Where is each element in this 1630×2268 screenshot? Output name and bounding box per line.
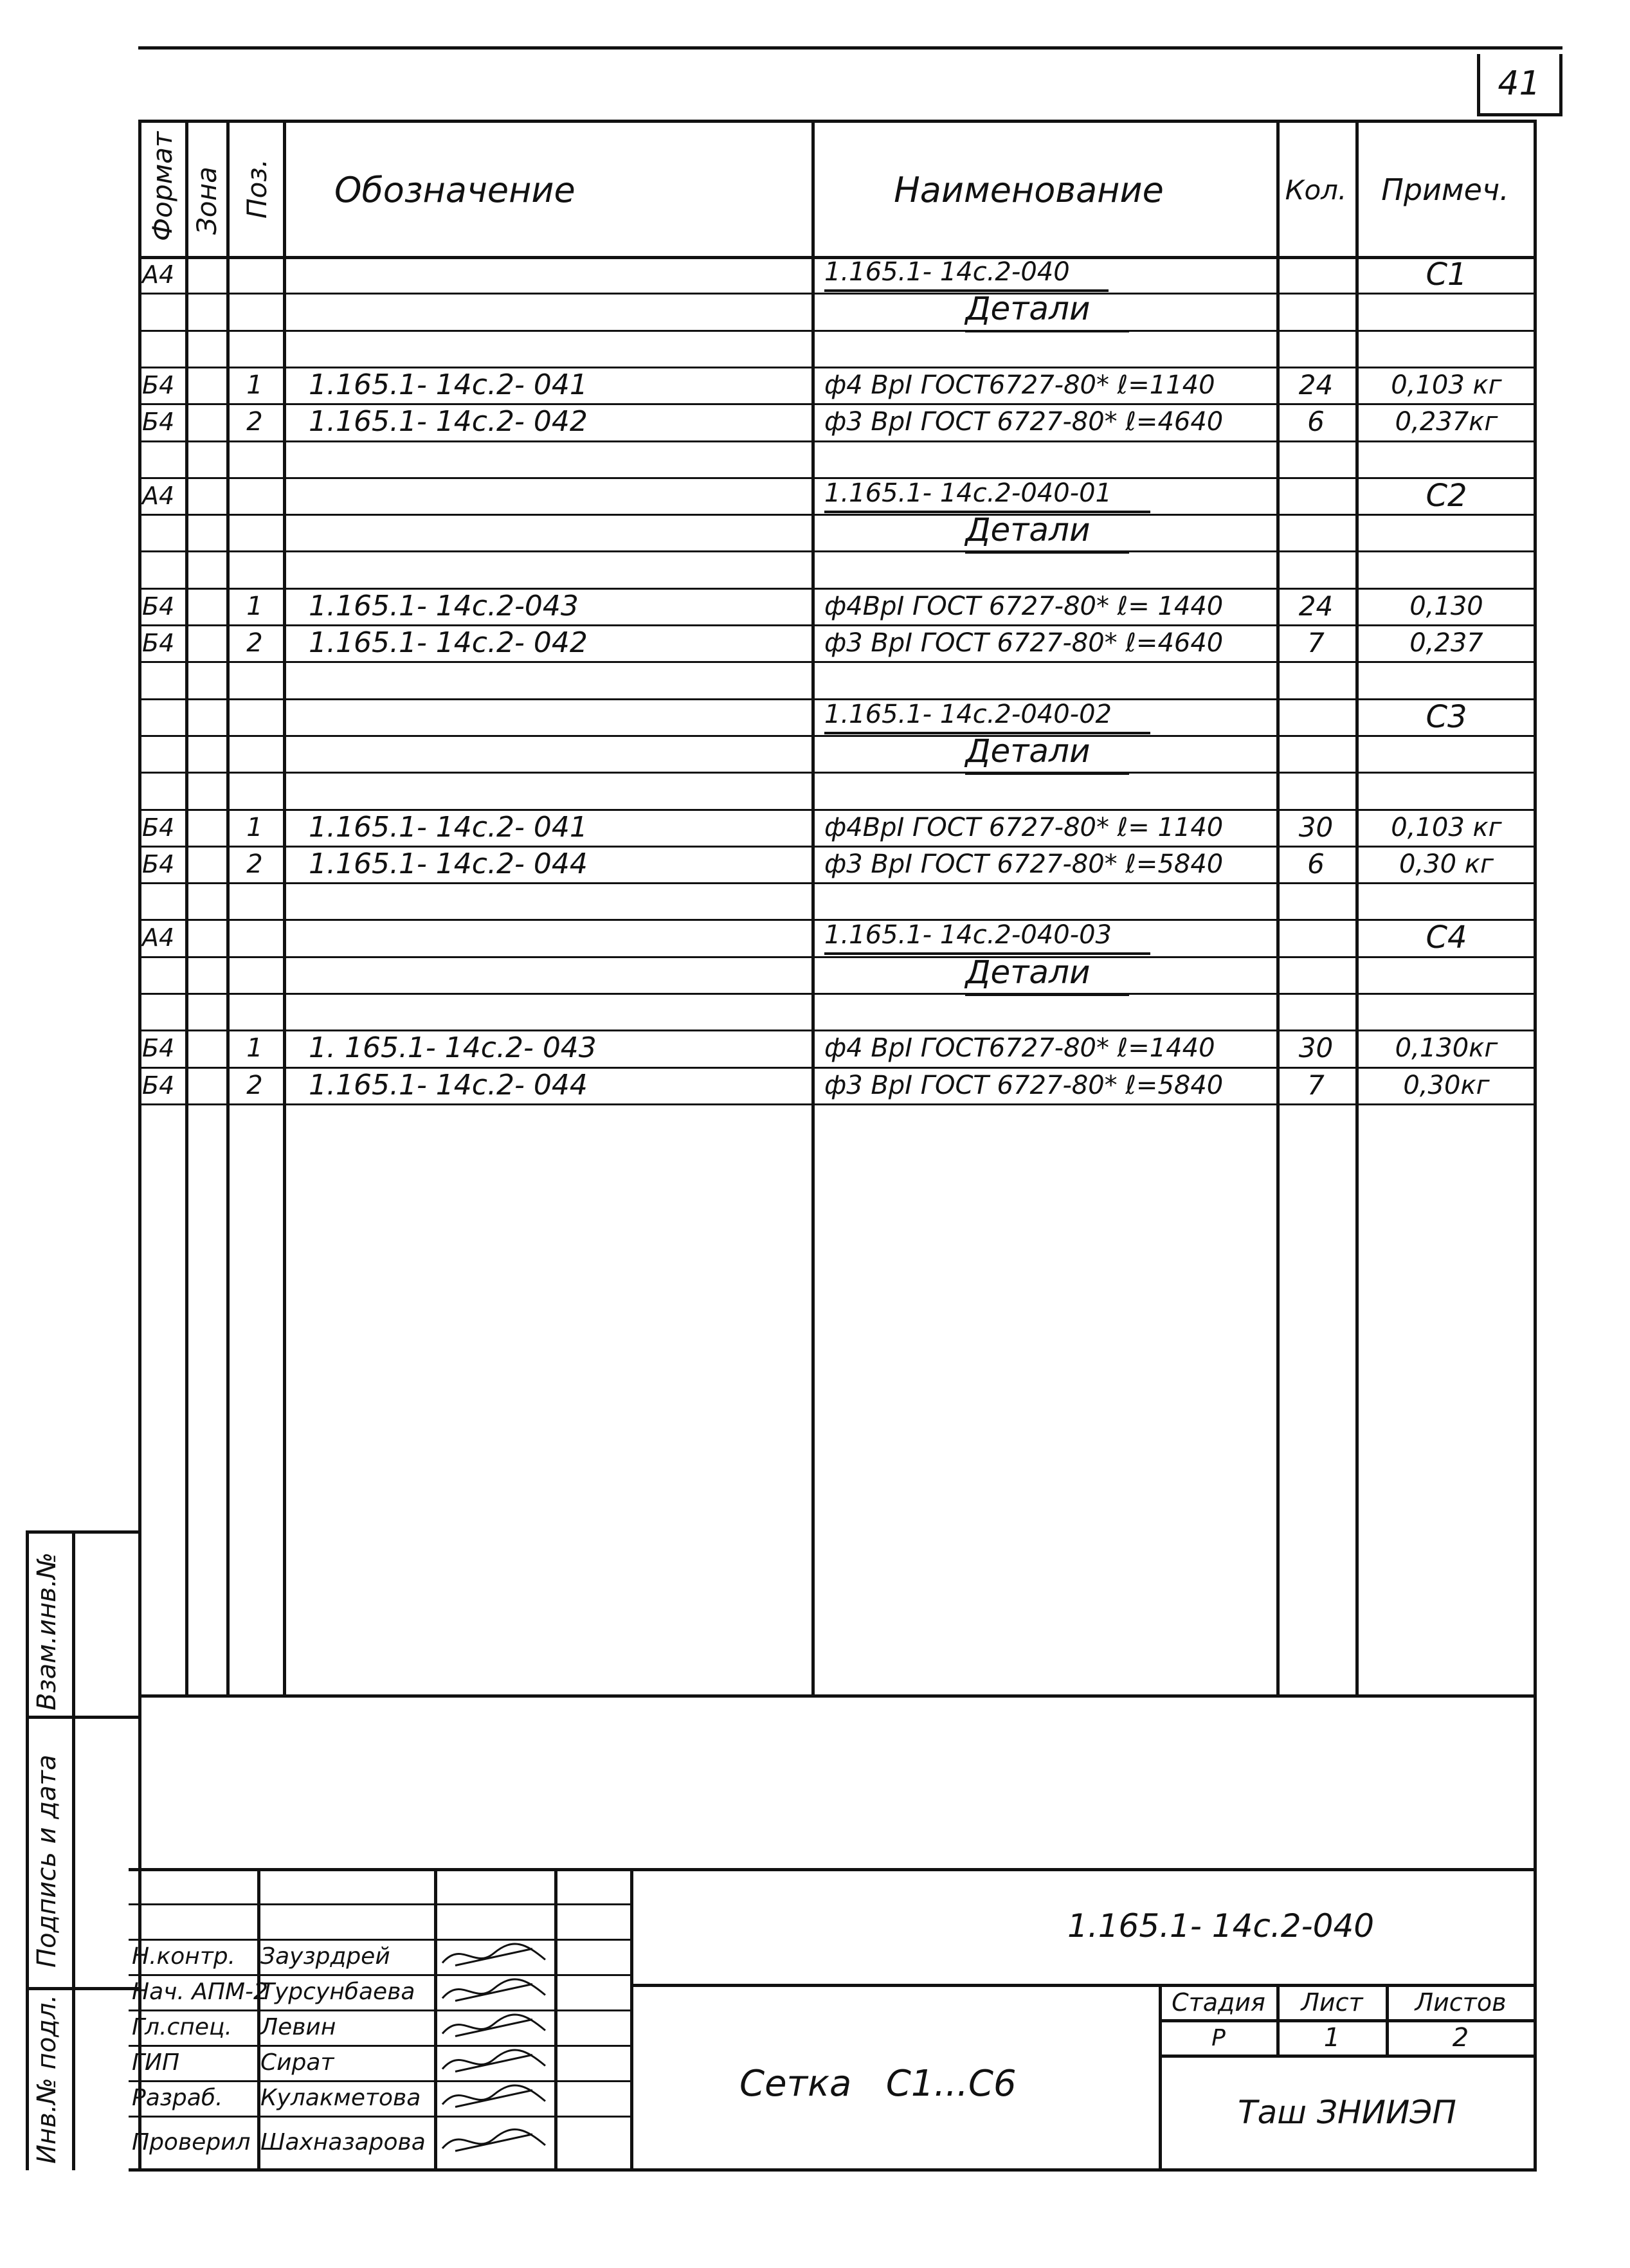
row-quantity: 6 [1307, 406, 1325, 437]
row-name [824, 919, 1270, 956]
row-note [1362, 550, 1531, 587]
row-name [824, 698, 1270, 735]
row-position [226, 330, 283, 367]
table-row [0, 809, 1630, 846]
row-designation [309, 956, 811, 993]
row-position [226, 256, 283, 293]
row-note [1362, 293, 1531, 329]
row-format [142, 330, 184, 367]
row-name-text: 1.165.1- 14с.2-040 [824, 257, 1109, 292]
signature-role: Проверил [132, 2128, 251, 2155]
row-format: Б4 [142, 813, 175, 842]
row-position: 1 [246, 812, 263, 842]
row-position [226, 514, 283, 550]
row-quantity [1276, 956, 1355, 993]
frame-top [138, 120, 1534, 123]
title-sheets-value: 2 [1452, 2023, 1469, 2053]
table-row [0, 1030, 1630, 1066]
row-position [226, 993, 283, 1030]
table-row [0, 588, 1630, 624]
row-format [142, 882, 184, 919]
row-name [824, 511, 1270, 550]
row-format [142, 735, 184, 772]
row-name-text: Детали [965, 954, 1128, 996]
row-name-text: Детали [965, 732, 1128, 775]
row-designation [309, 661, 811, 698]
signature-role: Н.контр. [132, 1943, 236, 1970]
row-name [824, 732, 1270, 772]
row-position [226, 956, 283, 993]
handwritten-signature [436, 2080, 565, 2116]
row-name-text: ф4ВрI ГОСТ 6727-80* ℓ= 1440 [824, 591, 1224, 621]
row-name [824, 367, 1270, 403]
signature-role: Гл.спец. [132, 2014, 232, 2040]
row-name [824, 550, 1270, 587]
title-doc-code: 1.165.1- 14с.2-040 [1067, 1907, 1375, 1945]
signature-name: Кулакметова [260, 2085, 421, 2111]
row-note [1362, 661, 1531, 698]
row-position [226, 735, 283, 772]
row-designation: 1.165.1- 14с.2- 044 [309, 848, 588, 880]
row-quantity [1276, 735, 1355, 772]
row-rule [138, 1103, 1534, 1105]
row-position [226, 772, 283, 808]
row-note: 0,30кг [1403, 1070, 1490, 1100]
signature-role: Разраб. [132, 2085, 223, 2111]
row-name-text: 1.165.1- 14с.2-040-03 [824, 920, 1150, 955]
row-name-text: ф3 ВрI ГОСТ 6727-80* ℓ=5840 [824, 1070, 1224, 1100]
row-designation: 1.165.1- 14с.2-043 [309, 590, 579, 622]
row-format [142, 440, 184, 477]
row-quantity: 24 [1298, 369, 1334, 401]
table-row [0, 256, 1630, 293]
row-designation: 1.165.1- 14с.2- 042 [309, 626, 588, 659]
row-name [824, 882, 1270, 919]
row-designation [309, 919, 811, 956]
side-label-inv-podl: Инв.№ подл. [32, 1994, 62, 2164]
row-quantity [1276, 293, 1355, 329]
header-note: Примеч. [1381, 172, 1509, 207]
row-quantity [1276, 661, 1355, 698]
title-block-top [129, 1868, 1534, 1871]
row-position: 2 [246, 849, 263, 879]
table-row [0, 289, 1630, 329]
sheet-number: 41 [1498, 64, 1541, 103]
row-quantity [1276, 919, 1355, 956]
row-designation [309, 477, 811, 514]
side-stamp-outer [26, 1530, 29, 2170]
signature-name: Заузрдрей [260, 1943, 390, 1970]
row-note: С3 [1426, 698, 1467, 735]
row-quantity: 30 [1298, 812, 1334, 843]
row-name [824, 846, 1270, 882]
row-format [142, 514, 184, 550]
row-position [226, 293, 283, 329]
header-name: Наименование [894, 169, 1164, 210]
table-row [0, 698, 1630, 735]
table-row [0, 330, 1630, 367]
row-name [824, 772, 1270, 808]
header-qty: Кол. [1285, 174, 1347, 206]
side-label-sign-date: Подпись и дата [32, 1754, 62, 1968]
row-position [226, 550, 283, 587]
row-note: 0,130кг [1395, 1033, 1498, 1063]
row-name [824, 993, 1270, 1030]
row-format: Б4 [142, 592, 175, 621]
row-name-text: Детали [965, 290, 1128, 332]
table-row [0, 550, 1630, 587]
row-note [1362, 772, 1531, 808]
row-quantity [1276, 772, 1355, 808]
row-name-text: 1.165.1- 14с.2-040-01 [824, 478, 1150, 513]
title-sheet-label: Лист [1301, 1988, 1363, 2017]
title-doc-name: Сетка С1...С6 [739, 2062, 1017, 2105]
row-quantity [1276, 256, 1355, 293]
row-format: Б4 [142, 370, 175, 399]
table-row [0, 919, 1630, 956]
row-name [824, 661, 1270, 698]
side-stamp-div1 [26, 1716, 138, 1719]
row-quantity [1276, 882, 1355, 919]
row-quantity: 6 [1307, 848, 1325, 880]
row-name [824, 809, 1270, 846]
row-quantity: 24 [1298, 590, 1334, 622]
table-row [0, 661, 1630, 698]
row-designation [309, 698, 811, 735]
row-name-text: ф3 ВрI ГОСТ 6727-80* ℓ=5840 [824, 849, 1224, 879]
row-format [142, 772, 184, 808]
row-note [1362, 882, 1531, 919]
row-designation: 1.165.1- 14с.2- 042 [309, 405, 588, 438]
header-designation: Обозначение [334, 169, 575, 210]
handwritten-signature [436, 2009, 565, 2045]
table-row [0, 624, 1630, 661]
side-label-inv-vzam: Взам.инв.№ [32, 1552, 62, 1710]
top-rule [138, 46, 1562, 50]
row-designation [309, 882, 811, 919]
signature-role: Нач. АПМ-2 [132, 1979, 268, 2005]
row-position [226, 698, 283, 735]
row-name [824, 256, 1270, 293]
row-format: А4 [142, 923, 175, 952]
row-name [824, 624, 1270, 661]
row-designation [309, 735, 811, 772]
row-format: А4 [142, 481, 175, 510]
row-format [142, 293, 184, 329]
row-format [142, 661, 184, 698]
row-note: 0,237кг [1395, 406, 1498, 437]
row-name [824, 953, 1270, 993]
row-note: 0,130 [1409, 591, 1483, 621]
header-format: Формат [147, 131, 178, 241]
title-sheets-label: Листов [1415, 1988, 1507, 2017]
row-note [1362, 440, 1531, 477]
signature-name: Левин [260, 2014, 336, 2040]
title-sheet-value: 1 [1323, 2023, 1341, 2053]
row-designation [309, 330, 811, 367]
row-quantity [1276, 330, 1355, 367]
row-name [824, 403, 1270, 440]
row-position [226, 882, 283, 919]
table-row [0, 511, 1630, 550]
row-note [1362, 514, 1531, 550]
table-row [0, 953, 1630, 993]
row-position: 2 [246, 628, 263, 658]
row-note [1362, 993, 1531, 1030]
handwritten-signature [436, 2116, 565, 2168]
row-note: 0,30 кг [1399, 849, 1494, 879]
row-format [142, 698, 184, 735]
table-row [0, 732, 1630, 772]
row-name-text: ф4 ВрI ГОСТ6727-80* ℓ=1140 [824, 370, 1215, 400]
table-row [0, 477, 1630, 514]
table-row [0, 403, 1630, 440]
signature-name: Шахназарова [260, 2128, 426, 2155]
row-name-text: Детали [965, 511, 1128, 554]
row-name-text: ф3 ВрI ГОСТ 6727-80* ℓ=4640 [824, 406, 1224, 437]
signature-name: Сират [260, 2049, 334, 2076]
row-position [226, 477, 283, 514]
row-note: С2 [1426, 477, 1467, 514]
table-row [0, 882, 1630, 919]
row-designation: 1. 165.1- 14с.2- 043 [309, 1031, 597, 1064]
row-note: 0,237 [1409, 628, 1483, 658]
handwritten-signature [436, 1974, 565, 2009]
row-designation [309, 293, 811, 329]
row-name-text: ф4ВрI ГОСТ 6727-80* ℓ= 1140 [824, 812, 1224, 842]
row-format: A4 [142, 260, 175, 289]
signature-name: Турсунбаева [260, 1979, 415, 2005]
row-quantity [1276, 514, 1355, 550]
table-row [0, 772, 1630, 808]
handwritten-signature [436, 1939, 565, 1974]
row-name-text: 1.165.1- 14с.2-040-02 [824, 700, 1150, 734]
side-stamp-top [26, 1530, 138, 1534]
row-name [824, 477, 1270, 514]
row-format: Б4 [142, 849, 175, 878]
row-name-text: ф4 ВрI ГОСТ6727-80* ℓ=1440 [824, 1033, 1215, 1063]
row-quantity [1276, 440, 1355, 477]
row-designation [309, 256, 811, 293]
title-stage-value: Р [1211, 2024, 1226, 2051]
row-designation [309, 772, 811, 808]
row-quantity [1276, 477, 1355, 514]
title-block-divider [630, 1868, 633, 2168]
row-quantity: 30 [1298, 1032, 1334, 1064]
row-format: Б4 [142, 1071, 175, 1100]
table-row [0, 993, 1630, 1030]
table-row [0, 1067, 1630, 1103]
signature-role: ГИП [132, 2049, 180, 2076]
row-format: Б4 [142, 628, 175, 657]
row-designation [309, 550, 811, 587]
row-quantity: 7 [1307, 627, 1325, 658]
row-note [1362, 956, 1531, 993]
row-format [142, 550, 184, 587]
row-designation: 1.165.1- 14с.2- 044 [309, 1069, 588, 1102]
sheet-number-box-right [1559, 54, 1562, 113]
side-stamp-div2 [26, 1987, 138, 1990]
row-position: 1 [246, 591, 263, 621]
row-designation: 1.165.1- 14с.2- 041 [309, 368, 588, 401]
row-note: С4 [1426, 919, 1467, 956]
row-position [226, 661, 283, 698]
signature-row-rule [129, 1903, 630, 1905]
row-note [1362, 735, 1531, 772]
row-name [824, 1030, 1270, 1066]
title-stage-label: Стадия [1172, 1988, 1265, 2017]
row-name [824, 289, 1270, 329]
row-note: 0,103 кг [1391, 812, 1502, 842]
row-name [824, 440, 1270, 477]
row-format [142, 956, 184, 993]
handwritten-signature [436, 2045, 565, 2080]
frame-bottom [129, 2168, 1537, 2172]
row-quantity: 7 [1307, 1069, 1325, 1101]
table-row [0, 846, 1630, 882]
header-zone: Зона [191, 167, 222, 235]
row-name [824, 1067, 1270, 1103]
row-designation [309, 993, 811, 1030]
row-position [226, 440, 283, 477]
side-stamp-inner [72, 1530, 75, 2170]
row-format: Б4 [142, 407, 175, 436]
row-name [824, 330, 1270, 367]
row-note: С1 [1426, 256, 1467, 293]
row-format: Б4 [142, 1033, 175, 1062]
sheet-number-box-bottom [1477, 113, 1562, 116]
row-quantity [1276, 550, 1355, 587]
row-format [142, 993, 184, 1030]
row-designation: 1.165.1- 14с.2- 041 [309, 811, 588, 844]
table-row [0, 367, 1630, 403]
table-bottom-rule [138, 1694, 1534, 1698]
row-name [824, 588, 1270, 624]
row-designation [309, 440, 811, 477]
row-position: 2 [246, 1070, 263, 1100]
row-position: 1 [246, 1033, 263, 1063]
row-note: 0,103 кг [1391, 370, 1502, 400]
row-note [1362, 330, 1531, 367]
row-quantity [1276, 698, 1355, 735]
table-row [0, 440, 1630, 477]
row-quantity [1276, 993, 1355, 1030]
header-pos: Поз. [241, 159, 273, 219]
row-position: 1 [246, 370, 263, 400]
title-organization: Таш ЗНИИЭП [1238, 2094, 1456, 2131]
row-designation [309, 514, 811, 550]
row-name-text: ф3 ВрI ГОСТ 6727-80* ℓ=4640 [824, 628, 1224, 658]
row-position [226, 919, 283, 956]
row-position: 2 [246, 406, 263, 437]
